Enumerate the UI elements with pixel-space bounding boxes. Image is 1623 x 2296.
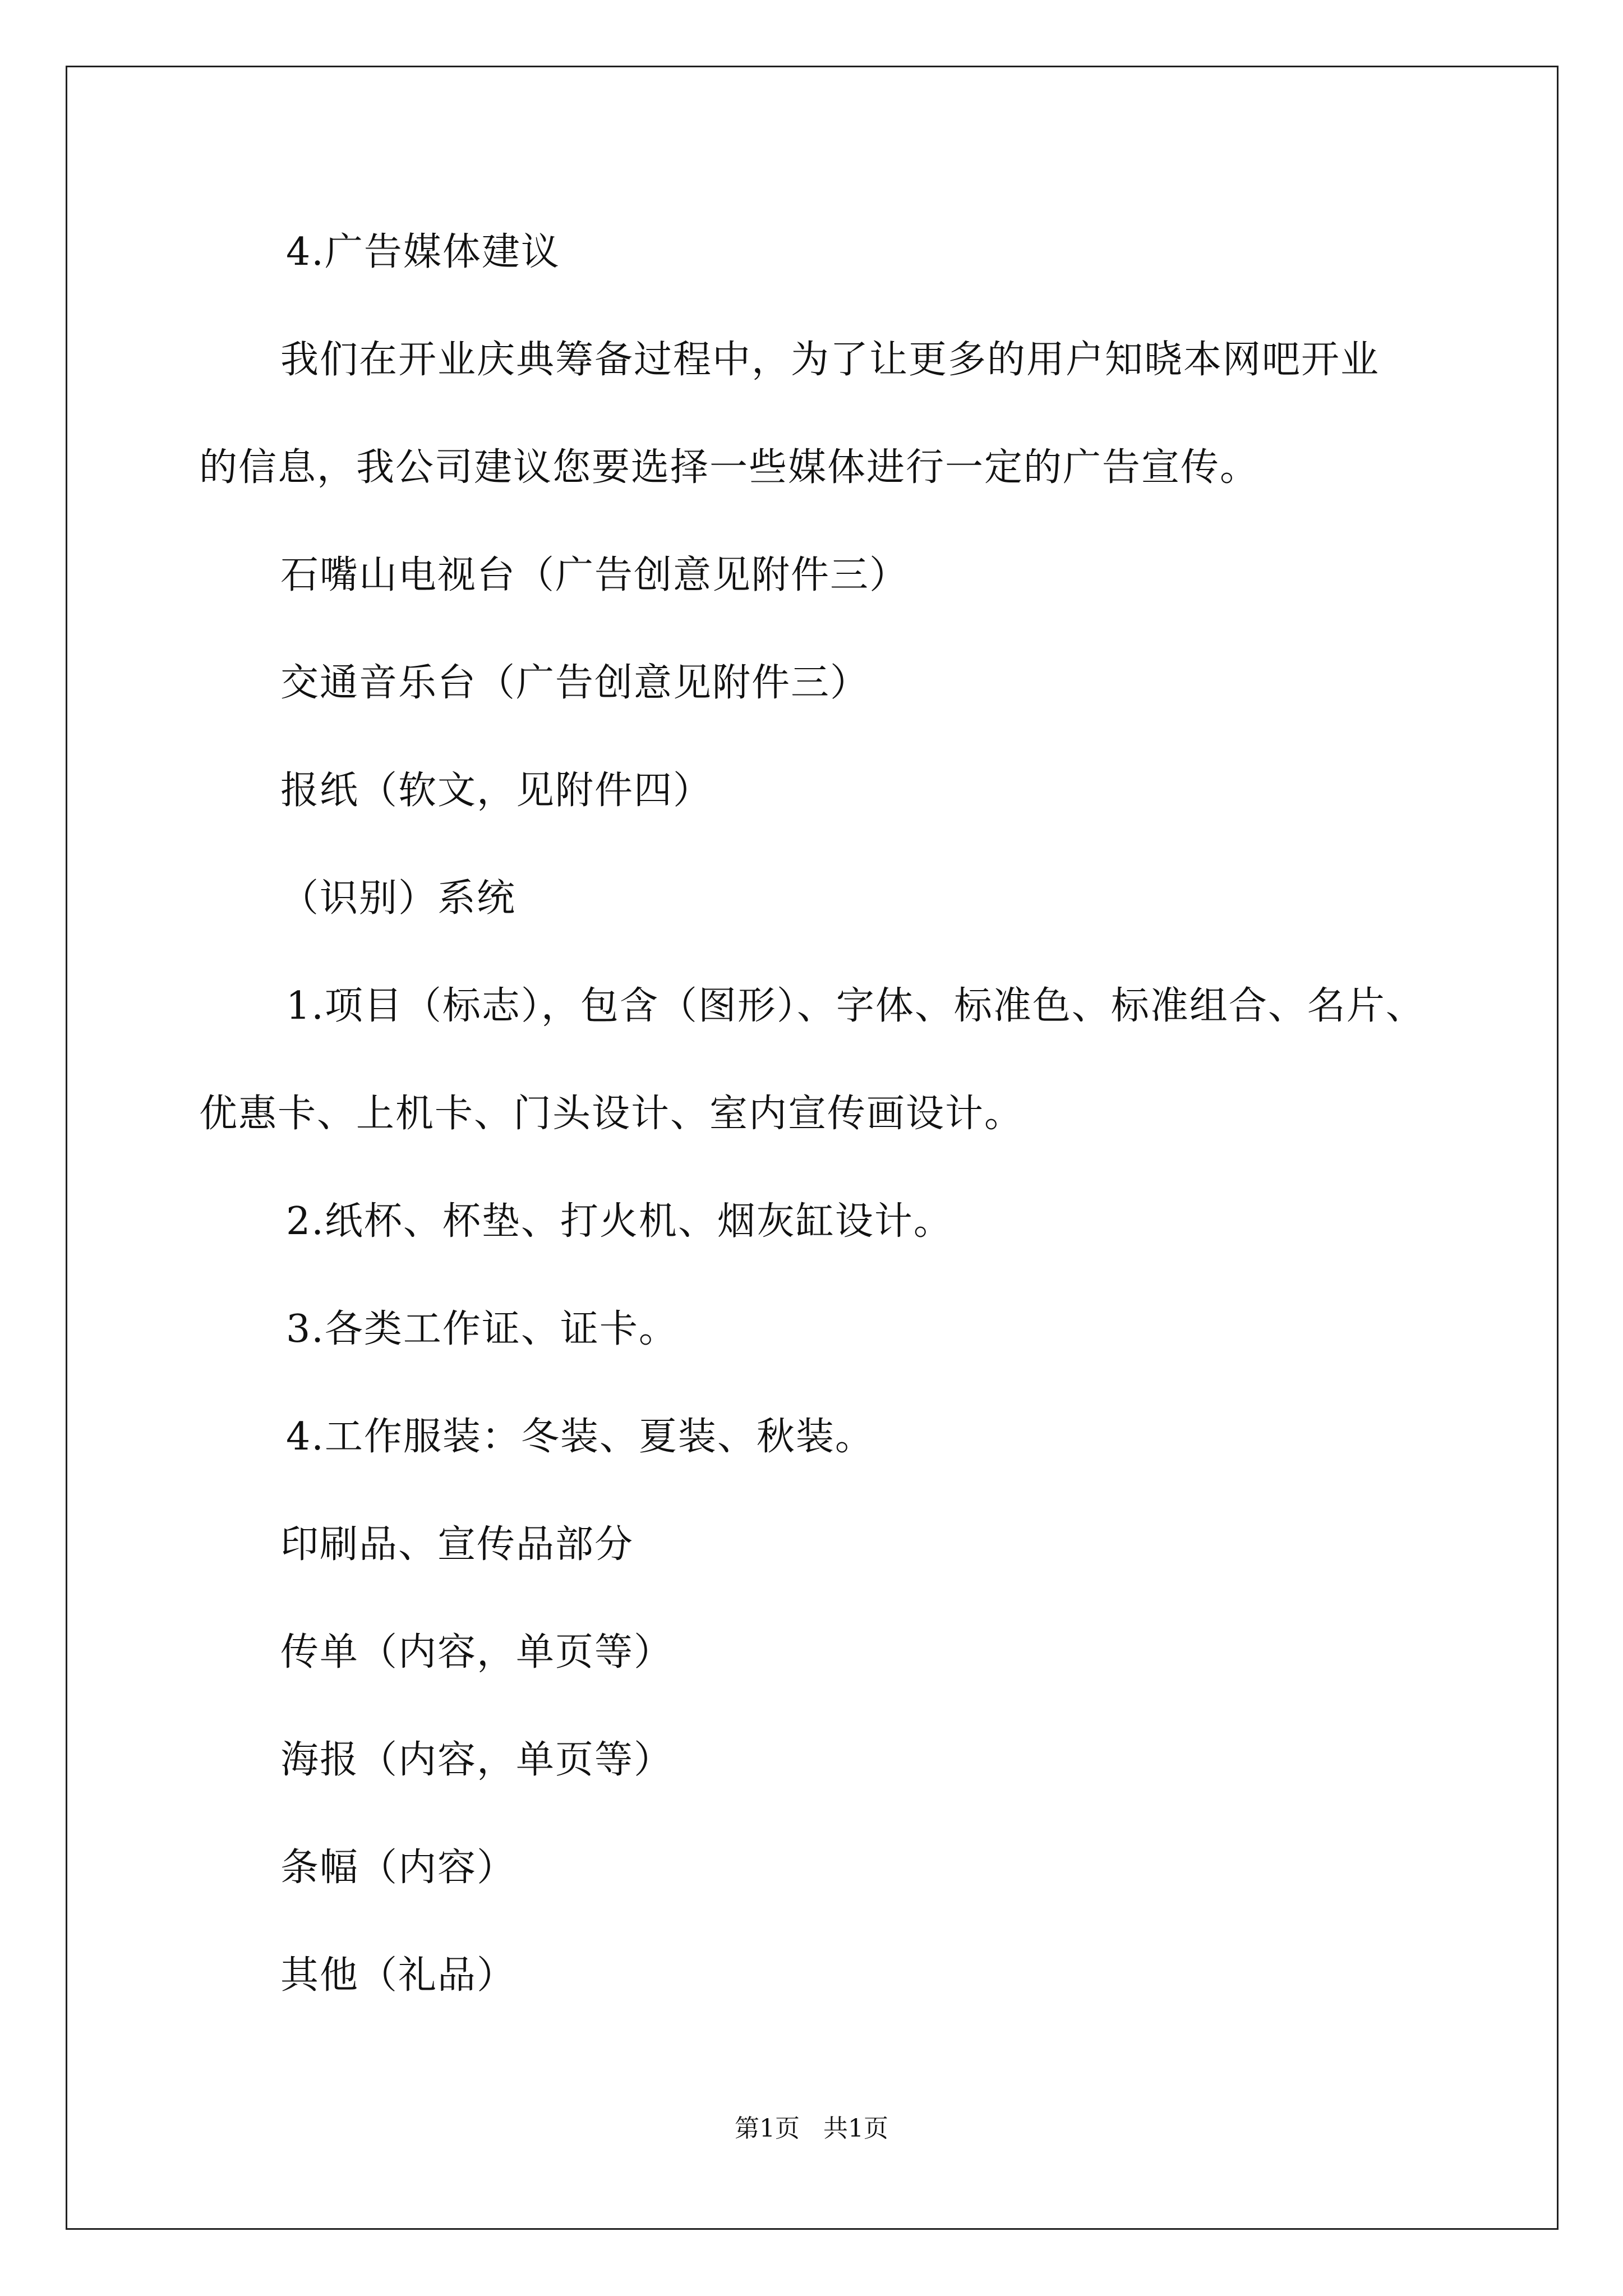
heading-identity-system: （识别）系统 [280, 876, 517, 921]
identity-item-2: 2.纸杯、杯垫、打火机、烟灰缸设计。 [286, 1199, 953, 1244]
media-item-newspaper: 报纸（软文，见附件四） [280, 769, 713, 813]
identity-item-1-line-2: 优惠卡、上机卡、门头设计、室内宣传画设计。 [199, 1092, 1024, 1136]
printed-item-banner: 条幅（内容） [280, 1846, 517, 1890]
media-item-tv: 石嘴山电视台（广告创意见附件三） [280, 553, 909, 597]
paragraph-line-2: 的信息，我公司建议您要选择一些媒体进行一定的广告宣传。 [199, 445, 1260, 490]
page-number: 第1页 共1页 [735, 2114, 888, 2143]
printed-item-flyer: 传单（内容，单页等） [280, 1630, 674, 1674]
identity-item-4: 4.工作服装：冬装、夏装、秋装。 [286, 1415, 874, 1459]
heading-ad-media: 4.广告媒体建议 [286, 230, 560, 274]
identity-item-3: 3.各类工作证、证卡。 [286, 1307, 678, 1351]
page-border [66, 66, 1559, 2230]
identity-item-1-line-1: 1.项目（标志），包含（图形）、字体、标准色、标准组合、名片、 [286, 984, 1425, 1028]
paragraph-line-1: 我们在开业庆典筹备过程中，为了让更多的用户知晓本网吧开业 [280, 338, 1380, 382]
media-item-radio: 交通音乐台（广告创意见附件三） [280, 661, 870, 705]
printed-item-poster: 海报（内容，单页等） [280, 1738, 674, 1782]
printed-item-other: 其他（礼品） [280, 1953, 517, 1998]
heading-printed-materials: 印刷品、宣传品部分 [280, 1522, 634, 1567]
